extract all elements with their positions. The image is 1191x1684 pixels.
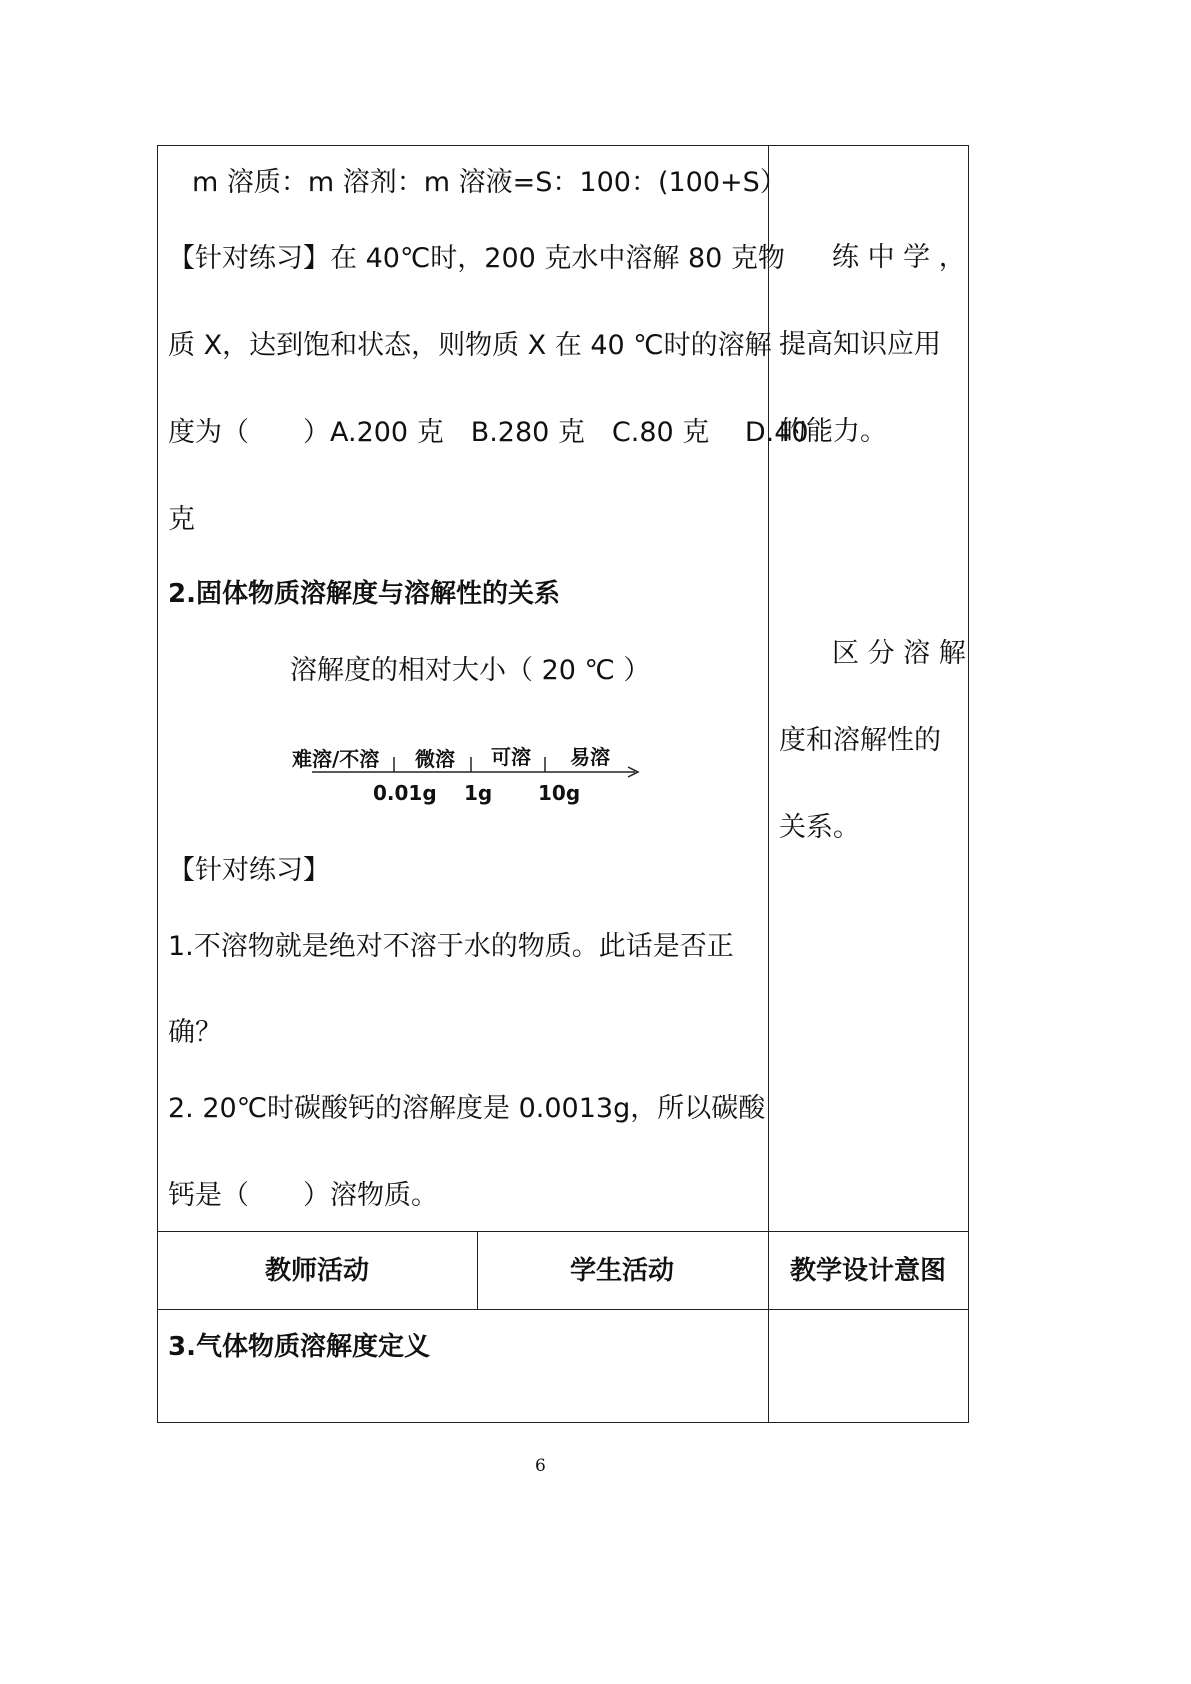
intent-note-1-line-2: 提高知识应用 (779, 329, 941, 360)
section-3-title: 3.气体物质溶解度定义 (168, 1332, 430, 1362)
intent-note-1-line-1: 练 中 学 ， (832, 242, 966, 273)
header-design-intent: 教学设计意图 (790, 1256, 947, 1286)
row-divider-header-bottom (157, 1309, 969, 1310)
section-2-title: 2.固体物质溶解度与溶解性的关系 (168, 579, 560, 609)
category-soluble: 可溶 (491, 745, 531, 769)
column-divider-header (477, 1231, 478, 1310)
category-slightly-soluble: 微溶 (415, 747, 455, 771)
exercise-2-header: 【针对练习】 (168, 855, 330, 886)
intent-note-2-line-1: 区 分 溶 解 (832, 638, 966, 669)
table-border-top (157, 145, 969, 146)
category-insoluble: 难溶/不溶 (292, 747, 380, 771)
solubility-scale-diagram (280, 735, 660, 815)
exercise-line-4: 克 (168, 504, 195, 535)
question-1-line-1: 1.不溶物就是绝对不溶于水的物质。此话是否正 (168, 931, 734, 962)
intent-note-1-line-3: 的能力。 (779, 416, 887, 447)
question-1-line-2: 确？ (168, 1017, 222, 1048)
question-2-line-1: 2. 20℃时碳酸钙的溶解度是 0.0013g，所以碳酸 (168, 1093, 766, 1124)
diagram-caption: 溶解度的相对大小（ 20 ℃ ） (290, 655, 651, 686)
row-divider-header-top (157, 1231, 969, 1232)
tick-label-1g: 1g (464, 781, 493, 805)
formula-line: m 溶质：m 溶剂：m 溶液=S：100：(100+S） (192, 167, 787, 198)
question-2-line-2: 钙是（ ）溶物质。 (168, 1180, 438, 1211)
tick-label-0.01g: 0.01g (373, 781, 437, 805)
exercise-line-1: 【针对练习】在 40℃时，200 克水中溶解 80 克物 (168, 243, 785, 274)
exercise-line-2: 质 X，达到饱和状态，则物质 X 在 40 ℃时的溶解 (168, 330, 772, 361)
header-student-activity: 学生活动 (570, 1256, 675, 1286)
exercise-line-3: 度为（ ）A.200 克 B.280 克 C.80 克 D.40 (168, 417, 809, 448)
header-teacher-activity: 教师活动 (265, 1256, 370, 1286)
table-border-bottom (157, 1422, 969, 1423)
intent-note-2-line-2: 度和溶解性的 (779, 725, 941, 756)
tick-label-10g: 10g (538, 781, 581, 805)
category-easily-soluble: 易溶 (570, 745, 610, 769)
intent-note-2-line-3: 关系。 (779, 812, 860, 843)
page-number: 6 (535, 1456, 546, 1476)
